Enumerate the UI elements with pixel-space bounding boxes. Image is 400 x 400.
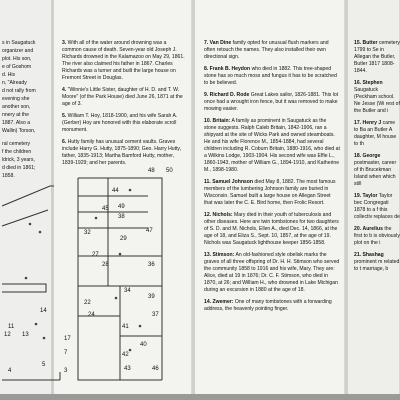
entry-number: 5. (62, 113, 67, 119)
map-label: 5 (42, 362, 46, 368)
map-label: 14 (40, 308, 47, 314)
entry-number: 4. (62, 87, 67, 93)
left-line: evening she (2, 96, 30, 102)
entry-4 (62, 87, 186, 108)
left-line: n, "Already (2, 80, 27, 86)
map-label: 17 (64, 336, 71, 342)
map-label: 40 (140, 342, 147, 348)
entry-16: 16. Stephen Saugatuck (Peckham school. Ne Jesse (Wi rest of the Butler and i (354, 80, 400, 114)
entry-18: 18. George postmaster, career of th Brucekman Island when which still (354, 153, 397, 187)
left-line: ldrick, 3 years, (2, 157, 35, 163)
entry-8: 8. Frank B. Heydon who died in 1882. This tree-shaped stone has so much moss and fungus it has to be scratched to be believed. (204, 66, 337, 86)
entry-14: 14. Zwemer: One of many tombstones with a forwarding address, the heavenly pointing finger. (204, 299, 332, 312)
left-line: 1858. (2, 173, 15, 179)
entry-21: 21. Shashag prominent m related to t marriage, b (354, 252, 400, 272)
entry-text: With all of the water around drowning was a common cause of death. Seven-year old Joseph J. Richards drowned in the Kalamazoo on May 29, 1861. The river also claimed his father in 1867. Charles Richards was a turner and built the large house on Fremont Street in Douglas. (62, 40, 185, 81)
left-line: d not rally from (2, 88, 36, 94)
left-line: nnery at the (2, 112, 29, 118)
map-label: 24 (88, 312, 95, 318)
map-label: 48 (148, 168, 155, 174)
map-label: 27 (92, 252, 99, 258)
left-line: d died in 1861; (2, 165, 36, 171)
entry-text: "Winnie's Little Sister, daughter of H. D. and T. W. Moore" (of the Park House) died June 26, 1871 at the age of 3. (62, 87, 183, 107)
entries-column (354, 40, 400, 278)
map-label: 36 (148, 262, 155, 268)
entry-19: 19. Taylor Taylor bec Congregati 1878 to a f this collectiv replaces de (354, 193, 400, 220)
entry-5 (62, 113, 186, 134)
entry-6 (62, 139, 186, 167)
map-label: 22 (84, 300, 91, 306)
map-label: 38 (118, 214, 125, 220)
entry-text: William T. Hoy, 1818-1900, and his wife Sarah A. (Gerber) Hoy are honored with this elaborate scroll monument. (62, 113, 178, 133)
fold-crease (345, 0, 348, 396)
cemetery-map (0, 166, 345, 386)
entry-20: 20. Aurelius the first to b is obviously plot on the i (354, 226, 400, 246)
map-label: 41 (122, 324, 129, 330)
panel-left-text (2, 40, 50, 185)
cemetery-map-lines (0, 166, 192, 386)
entry-15: 15. Butter cemetery 1799 to Se in Allegan the Butler, Butler 1817 1808-1844. (354, 40, 400, 74)
map-label: 4 (8, 368, 12, 374)
entry-17: 17. Henry J came to Ba an Butler A daughter, M house to th (354, 120, 397, 147)
left-line: ral cemetery (2, 141, 31, 147)
entries-column (62, 40, 186, 172)
map-label: 44 (112, 188, 119, 194)
map-label: 29 (120, 236, 127, 242)
map-label: 28 (102, 262, 109, 268)
map-label: 34 (124, 288, 131, 294)
entry-12: 12. Nichols: Mary died in their youth of tuberculosis and other diseases. Here are twin tombstones for two daughters of S. D. and M. Nichols, Ellen A., died Dec. 14, 1866, at the age of 18, and Eliza S., Sept. 10, 1857, at the age of 19. Nichols was Saugatuck lighthouse keeper 1856-1858. (204, 212, 339, 246)
map-label: 50 (166, 168, 173, 174)
map-label: 3 (64, 368, 68, 374)
map-label: 47 (146, 228, 153, 234)
entry-number: 6. (62, 139, 67, 145)
left-line: 1887. Also a (2, 120, 31, 126)
map-label: 42 (122, 352, 129, 358)
map-label: 37 (152, 312, 159, 318)
map-label: 32 (84, 230, 91, 236)
map-label: 39 (148, 294, 155, 300)
entry-number: 3. (62, 40, 67, 46)
entry-3 (62, 40, 186, 82)
entry-10: 10. Britain: A family as prominent in Saugatuck as the stone suggests. Ralph Caleb Britain, 1842-1906, ran a shipyard at the site of Wicks Park and owned steamboats. He and his wife Florence M., 1854-1884, had several children including R. Coburn Britain, 1880-1916, who died at a Wilkins Lodge, 1903-1904. His second wife was Effie L., 1860-1943, mother of William G., 1894-1910, and Katherine M., 1898-1980. (204, 118, 340, 173)
map-label: 12 (4, 332, 11, 338)
left-line: plot. His son, (2, 56, 32, 62)
entry-9: 9. Richard D. Rode Great Lakes sailor, 1826-1881. This lot once had a wrought iron fence, but it was removed to make mowing easier. (204, 92, 339, 112)
left-line: Wallin) Torson, (2, 128, 36, 134)
entry-7: 7. Van Dine family opted for unusual flush markers and often retouch the names. They also installed their own directional sign. (204, 40, 329, 60)
map-label: 46 (152, 366, 159, 372)
left-line: f the children (2, 149, 32, 155)
entry-11: 11. Samuel Johnson died May 8, 1882. The most famous members of the lumbering Johnson family are buried in Wisconsin. Samuel built a large house on Allegan Street that was later the C. E. Bird home, then Frolic Resort. (204, 179, 336, 206)
entry-13: 13. Stimson: An old-fashioned style obelisk marks the graves of all three offspring of Dr. H. H. Stimson who served the community 1858 to 1916 and his wife, Mary. They are: Alice, died at 19 in 1876; Dr. C. F. Stimson, who died in 1870, at 26; and William H., who drowned in Lake Michigan during an excursion in 1880 at the age of 18. (204, 252, 340, 293)
map-label: 49 (118, 204, 125, 210)
map-label: 7 (64, 350, 68, 356)
left-line: organizer and (2, 48, 34, 54)
table-surface (0, 394, 400, 400)
left-line: d. His (2, 72, 16, 78)
left-line: another son, (2, 104, 31, 110)
left-line: e of Goshom (2, 64, 32, 70)
entry-text: Hutty family has unusual cement vaults. Graves include Harry G. Hutty, 1875-1890; Geo. Harry Hutty, father, 1835-1913; Martha Bamford Hutty, mother, 1839-1929; and her parents. (62, 139, 181, 166)
map-label: 11 (8, 324, 15, 330)
map-label: 13 (22, 332, 29, 338)
panel-right-partial (348, 0, 400, 394)
left-line: s in Saugatuck (2, 40, 36, 46)
map-label: 45 (102, 206, 109, 212)
map-label: 43 (124, 366, 131, 372)
